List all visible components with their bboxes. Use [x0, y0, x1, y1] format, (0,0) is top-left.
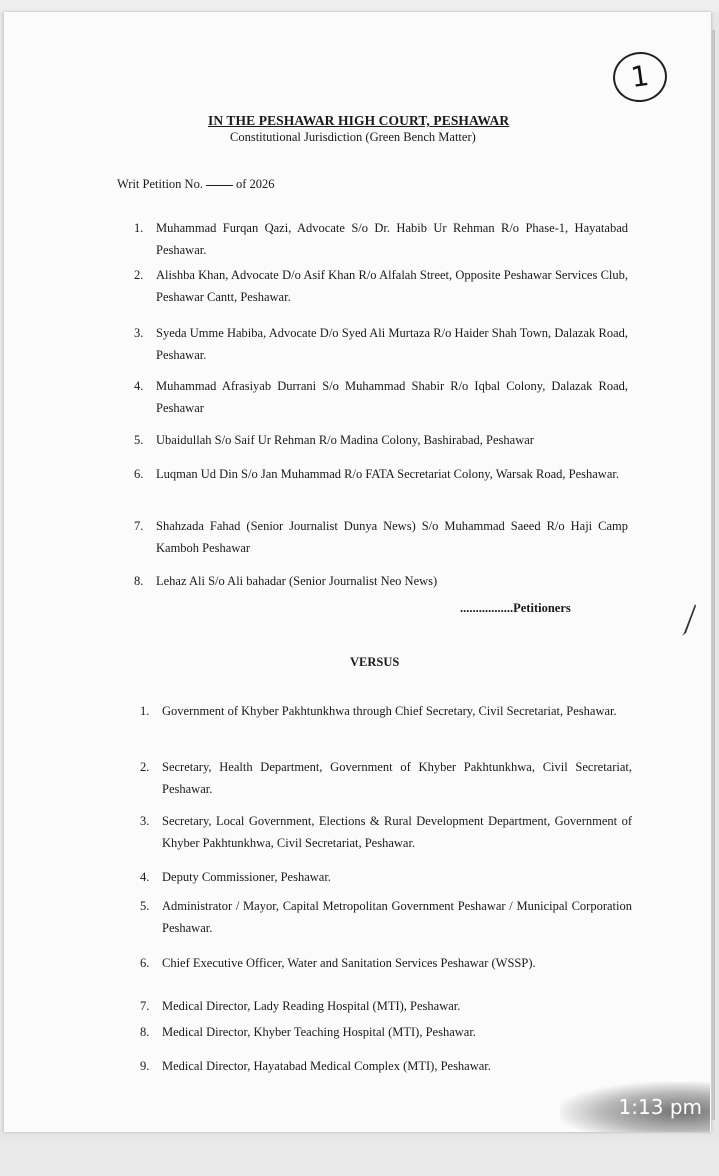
list-item	[134, 429, 628, 451]
item-number: 8.	[134, 574, 144, 588]
item-number: 1.	[134, 221, 144, 235]
item-number: 5.	[140, 899, 150, 913]
list-item	[134, 515, 628, 559]
item-text: Shahzada Fahad (Senior Journalist Dunya News) S/o Muhammad Saeed R/o Haji Camp Kamboh Peshawar	[156, 519, 628, 555]
item-text: Government of Khyber Pakhtunkhwa through Chief Secretary, Civil Secretariat, Peshawar.	[162, 704, 617, 718]
list-item	[134, 322, 628, 366]
item-text: Medical Director, Lady Reading Hospital (MTI), Peshawar.	[162, 999, 461, 1013]
item-number: 2.	[134, 268, 144, 282]
item-text: Secretary, Health Department, Government of Khyber Pakhtunkhwa, Civil Secretariat, Peshawar.	[162, 760, 632, 796]
list-item	[140, 1021, 632, 1043]
list-item	[140, 866, 632, 888]
item-number: 4.	[140, 870, 150, 884]
top-bar	[0, 0, 719, 12]
court-title: IN THE PESHAWAR HIGH COURT, PESHAWAR	[208, 113, 510, 128]
list-item	[134, 217, 628, 261]
item-number: 3.	[134, 326, 144, 340]
pen-mark-icon	[680, 602, 698, 638]
item-text: Muhammad Afrasiyab Durrani S/o Muhammad Shabir R/o Iqbal Colony, Dalazak Road, Peshawar	[156, 379, 628, 415]
item-text: Secretary, Local Government, Elections & Rural Development Department, Government of Khyber Pakhtunkhwa, Civil Secretariat, Peshawar.	[162, 814, 632, 850]
list-item	[140, 810, 632, 854]
list-item	[140, 756, 632, 800]
item-text: Medical Director, Hayatabad Medical Complex (MTI), Peshawar.	[162, 1059, 491, 1073]
item-text: Administrator / Mayor, Capital Metropolitan Government Peshawar / Municipal Corporation Peshawar.	[162, 899, 632, 935]
item-text: Medical Director, Khyber Teaching Hospital (MTI), Peshawar.	[162, 1025, 476, 1039]
message-timestamp: 1:13 pm	[560, 1082, 710, 1132]
writ-suffix: of 2026	[235, 177, 275, 191]
item-number: 6.	[140, 956, 150, 970]
item-number: 2.	[140, 760, 150, 774]
item-number: 8.	[140, 1025, 150, 1039]
writ-number-blank	[206, 185, 233, 186]
list-item	[140, 700, 632, 722]
item-number: 6.	[134, 467, 144, 481]
versus-heading: VERSUS	[350, 655, 400, 669]
item-number: 9.	[140, 1059, 150, 1073]
page-edge-shadow	[711, 30, 715, 1120]
item-number: 1.	[140, 704, 150, 718]
list-item	[134, 375, 628, 419]
item-text: Ubaidullah S/o Saif Ur Rehman R/o Madina Colony, Bashirabad, Peshawar	[156, 433, 534, 447]
item-number: 4.	[134, 379, 144, 393]
writ-petition-number	[117, 177, 275, 192]
item-text: Muhammad Furqan Qazi, Advocate S/o Dr. Habib Ur Rehman R/o Phase-1, Hayatabad Peshawar.	[156, 221, 628, 257]
list-item	[134, 264, 628, 308]
item-text: Syeda Umme Habiba, Advocate D/o Syed Ali Murtaza R/o Haider Shah Town, Dalazak Road, Peshawar.	[156, 326, 628, 362]
page-number-circle: 1	[610, 48, 670, 105]
list-item	[140, 995, 632, 1017]
item-number: 7.	[140, 999, 150, 1013]
item-number: 5.	[134, 433, 144, 447]
item-number: 7.	[134, 519, 144, 533]
writ-prefix: Writ Petition No.	[117, 177, 203, 191]
item-number: 3.	[140, 814, 150, 828]
item-text: Alishba Khan, Advocate D/o Asif Khan R/o Alfalah Street, Opposite Peshawar Services Club, Peshawar Cantt, Peshawar.	[156, 268, 628, 304]
bottom-bar	[0, 1140, 719, 1176]
item-text: Lehaz Ali S/o Ali bahadar (Senior Journalist Neo News)	[156, 574, 438, 588]
item-text: Chief Executive Officer, Water and Sanitation Services Peshawar (WSSP).	[162, 956, 536, 970]
petitioners-label: .................Petitioners	[460, 601, 571, 615]
list-item	[140, 1055, 632, 1077]
list-item	[134, 570, 628, 592]
list-item	[140, 895, 632, 939]
item-text: Deputy Commissioner, Peshawar.	[162, 870, 331, 884]
document-page	[4, 12, 711, 1132]
list-item	[134, 463, 628, 485]
court-subtitle: Constitutional Jurisdiction (Green Bench Matter)	[230, 130, 476, 144]
item-text: Luqman Ud Din S/o Jan Muhammad R/o FATA Secretariat Colony, Warsak Road, Peshawar.	[156, 467, 619, 481]
list-item	[140, 952, 632, 974]
